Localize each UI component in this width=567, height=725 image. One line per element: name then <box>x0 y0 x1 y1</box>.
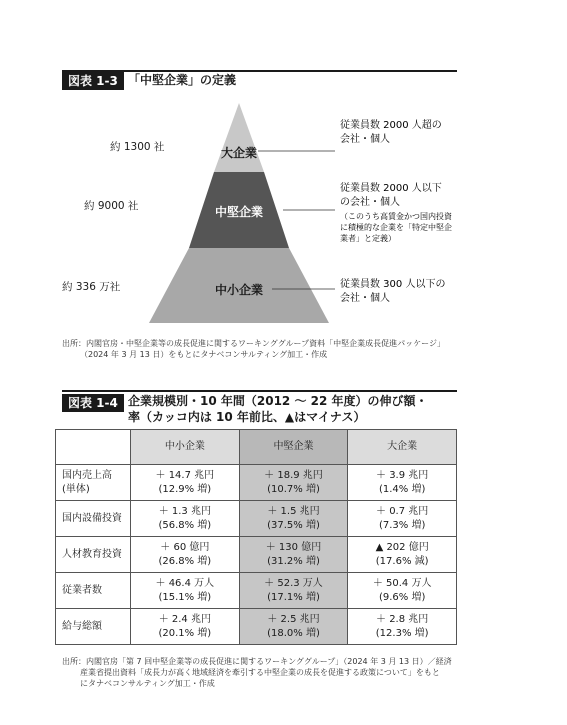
row-label: 人材教育投資 <box>56 537 131 573</box>
table-row <box>56 609 457 645</box>
table-row <box>56 501 457 537</box>
desc-small-line1: 従業員数 300 人以下の <box>340 279 446 290</box>
table-row <box>56 573 457 609</box>
table-cell: ▲ 202 億円 (17.6% 減) <box>348 537 457 573</box>
source-line: 出所：内閣官房「第 7 回中堅企業等の成長促進に関するワーキンググループ」（2024 年 3 月 13 日）／経済 <box>62 657 452 666</box>
tier-label-large: 大企業 <box>220 146 258 160</box>
table-cell: ＋ 3.9 兆円 (1.4% 増) <box>348 465 457 501</box>
table-cell: ＋ 1.3 兆円 (56.8% 増) <box>131 501 240 537</box>
table-cell: ＋ 2.4 兆円 (20.1% 増) <box>131 609 240 645</box>
note-mid-line1: （このうち高賃金かつ国内投資 <box>340 212 452 221</box>
row-label: 給与総額 <box>56 609 131 645</box>
figure-title: 「中堅企業」の定義 <box>128 73 237 87</box>
header-rule <box>62 390 457 392</box>
table-cell: ＋ 46.4 万人 (15.1% 増) <box>131 573 240 609</box>
col-header-large: 大企業 <box>348 430 457 465</box>
table-row <box>56 537 457 573</box>
row-label: 従業者数 <box>56 573 131 609</box>
table-cell: ＋ 14.7 兆円 (12.9% 増) <box>131 465 240 501</box>
note-mid-line3: 業者」と定義） <box>340 234 396 243</box>
table-cell: ＋ 60 億円 (26.8% 増) <box>131 537 240 573</box>
note-mid-line2: に積極的な企業を「特定中堅企 <box>340 223 452 232</box>
count-small: 約 336 万社 <box>62 281 121 293</box>
table-cell: ＋ 52.3 万人 (17.1% 増) <box>239 573 348 609</box>
table-cell: ＋ 130 億円 (31.2% 増) <box>239 537 348 573</box>
growth-table <box>55 429 457 645</box>
table-row <box>56 465 457 501</box>
row-label: 国内売上高 (単体) <box>56 465 131 501</box>
table-cell: ＋ 0.7 兆円 (7.3% 増) <box>348 501 457 537</box>
figure-1-4-header <box>62 390 457 430</box>
figure-title-line1: 企業規模別・10 年間（2012 ～ 22 年度）の伸び額・ <box>128 394 428 408</box>
tier-label-mid: 中堅企業 <box>214 205 264 219</box>
figure-title-line2: 率（カッコ内は 10 年前比、▲はマイナス） <box>128 410 366 424</box>
figure-tag: 図表 1-3 <box>62 72 124 90</box>
desc-mid-line2: の会社・個人 <box>340 197 400 208</box>
pyramid-diagram <box>0 0 567 330</box>
desc-large-line2: 会社・個人 <box>340 134 390 145</box>
count-mid: 約 9000 社 <box>84 200 139 212</box>
figure-tag: 図表 1-4 <box>62 394 124 412</box>
corner-cell <box>56 430 131 465</box>
table-cell: ＋ 1.5 兆円 (37.5% 増) <box>239 501 348 537</box>
table-cell: ＋ 18.9 兆円 (10.7% 増) <box>239 465 348 501</box>
source-line: 産業省提出資料「成長力が高く地域経済を牽引する中堅企業の成長を促進する政策について」をもと <box>80 668 440 677</box>
pyramid-top-tier <box>214 103 264 172</box>
col-header-midsize: 中堅企業 <box>239 430 348 465</box>
source-line: （2024 年 3 月 13 日）をもとにタナベコンサルティング加工・作成 <box>80 350 328 359</box>
table-header-row <box>56 430 457 465</box>
desc-small-line2: 会社・個人 <box>340 293 390 304</box>
table-cell: ＋ 2.8 兆円 (12.3% 増) <box>348 609 457 645</box>
source-line: にタナベコンサルティング加工・作成 <box>80 679 215 688</box>
source-note-1-4 <box>62 656 462 689</box>
tier-label-small: 中小企業 <box>214 283 264 297</box>
count-large: 約 1300 社 <box>110 141 165 153</box>
table-cell: ＋ 2.5 兆円 (18.0% 増) <box>239 609 348 645</box>
col-header-sme: 中小企業 <box>131 430 240 465</box>
source-note-1-3 <box>62 338 445 360</box>
table-cell: ＋ 50.4 万人 (9.6% 増) <box>348 573 457 609</box>
source-line: 出所：内閣官房・中堅企業等の成長促進に関するワーキンググループ資料「中堅企業成長促進パッケージ」 <box>62 339 445 348</box>
row-label: 国内設備投資 <box>56 501 131 537</box>
desc-large-line1: 従業員数 2000 人超の <box>340 120 442 131</box>
desc-mid-line1: 従業員数 2000 人以下 <box>340 183 442 194</box>
